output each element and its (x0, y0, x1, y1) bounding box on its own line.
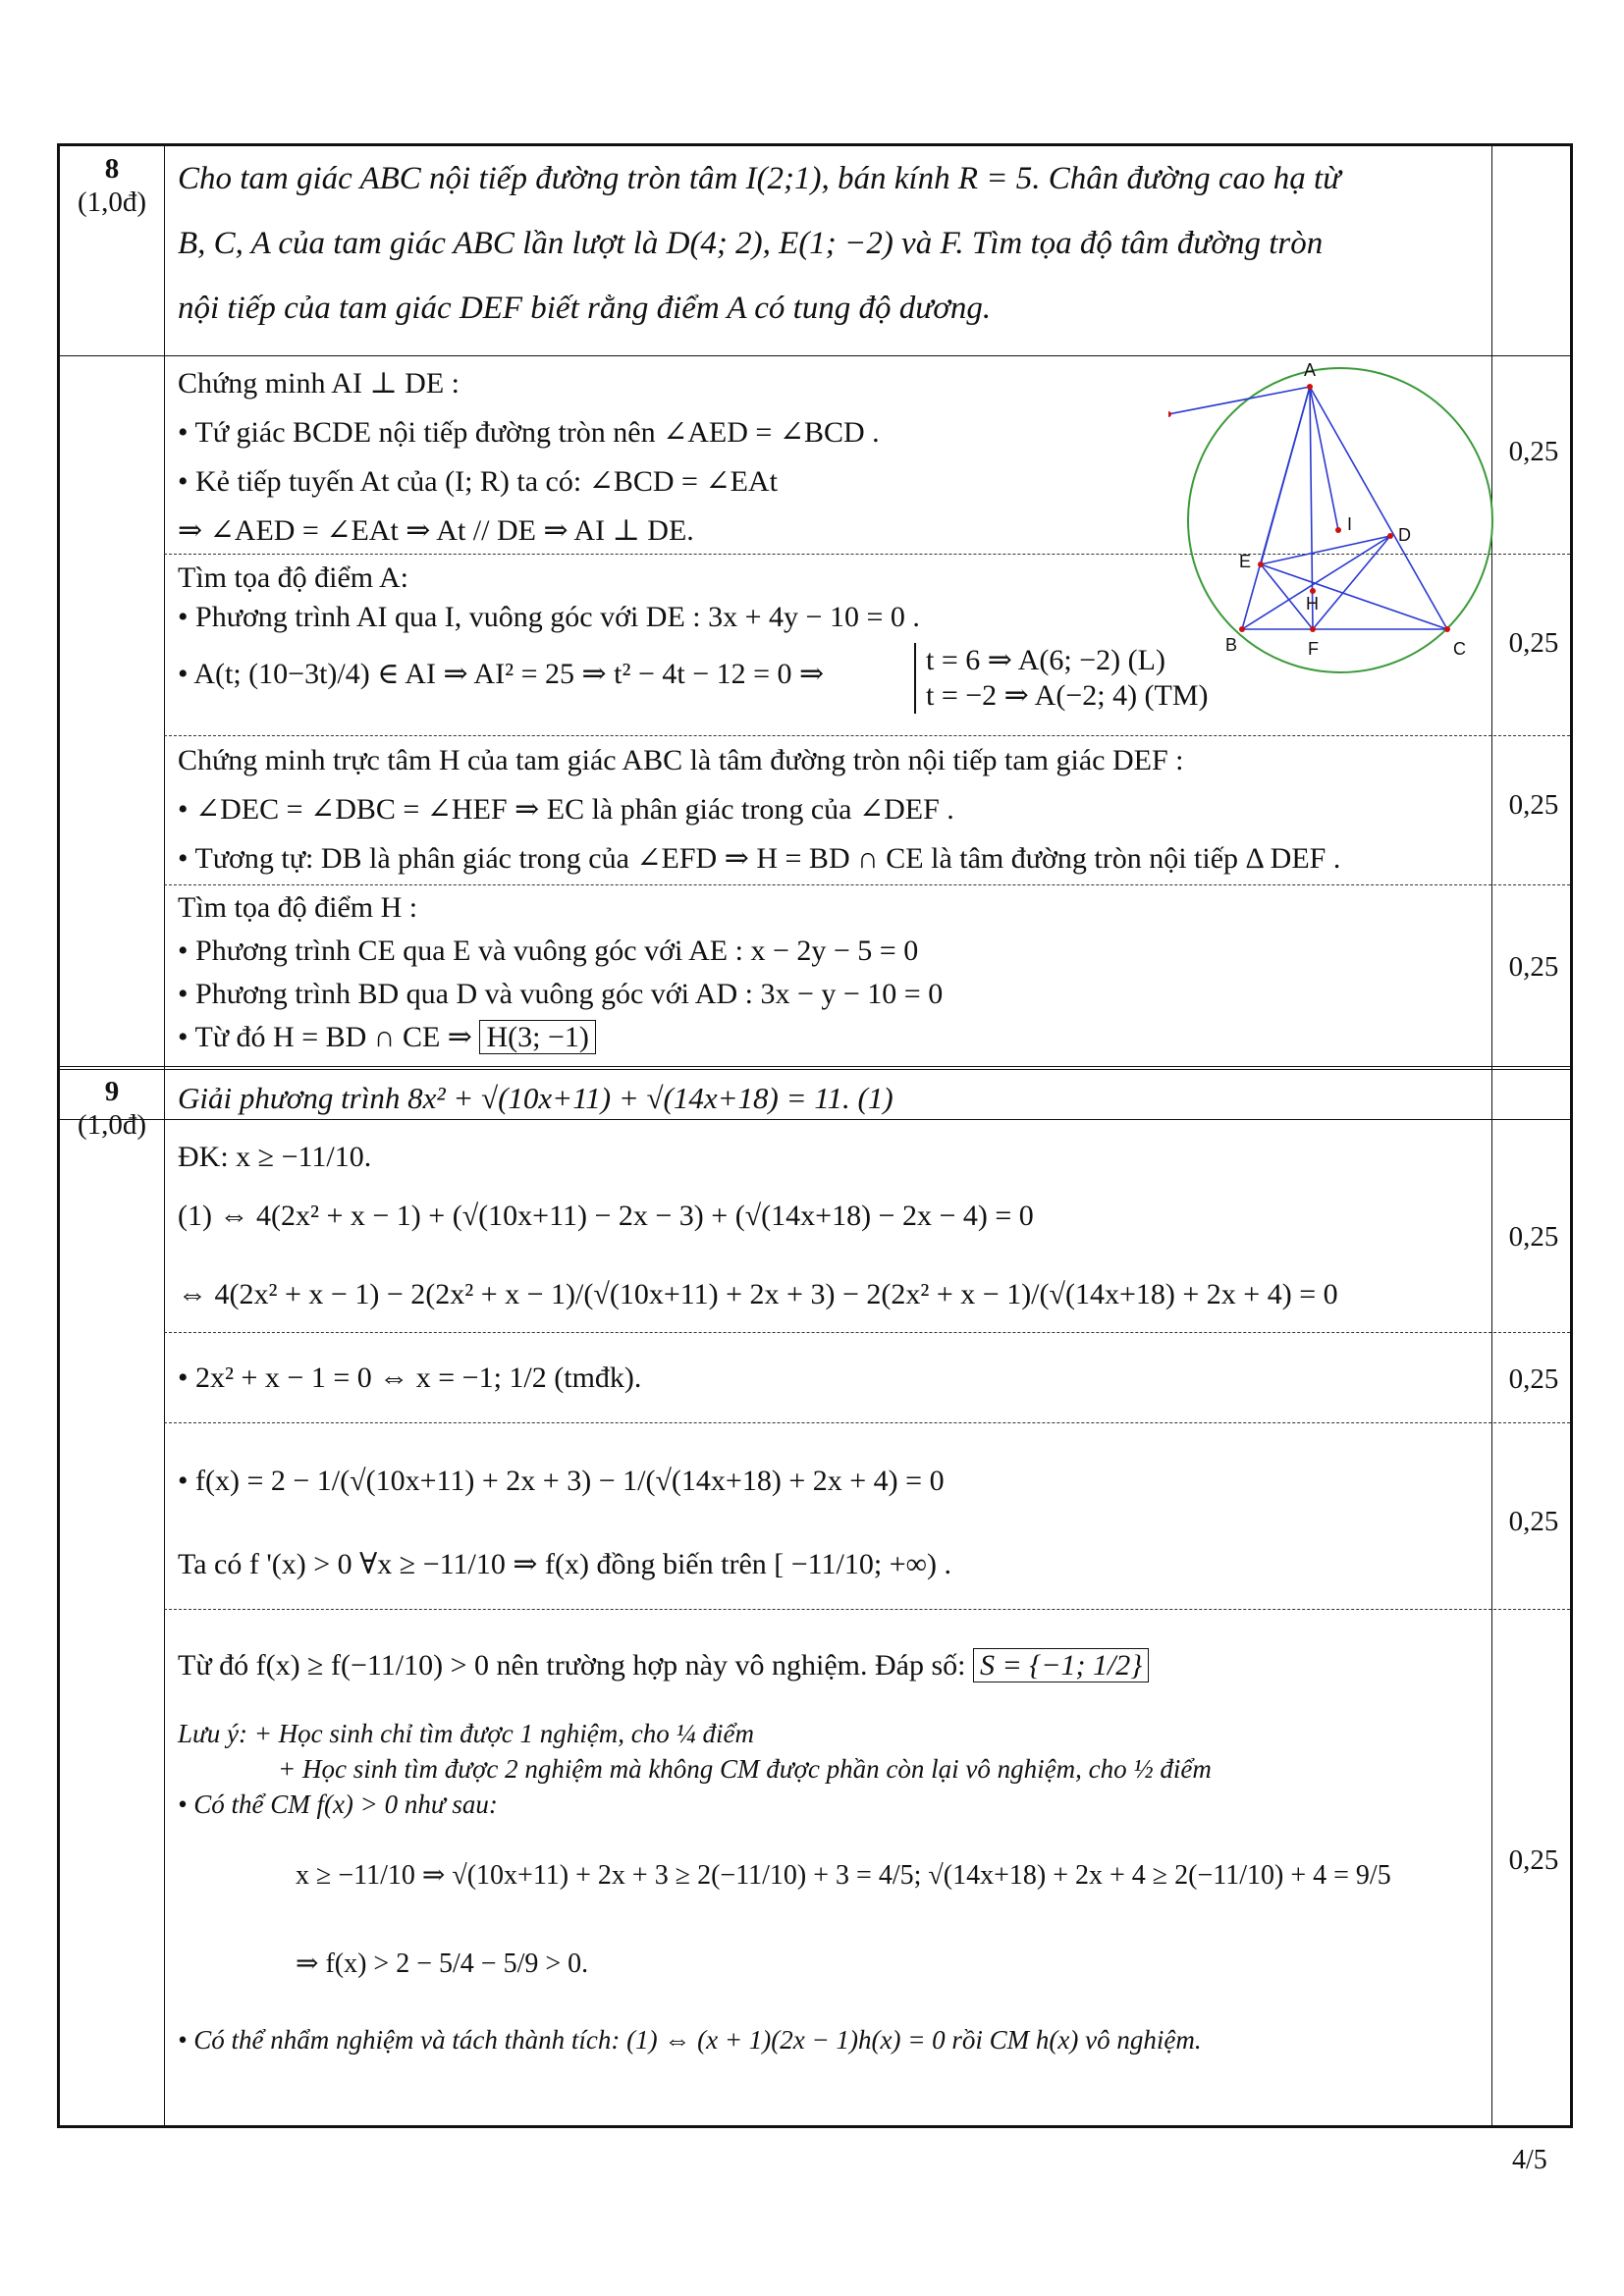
q9-case-1: • 2x² + x − 1 = 0 ⇔ x = −1; 1/2 (tmđk). (178, 1362, 642, 1394)
q9-condition: ĐK: x ≥ −11/10. (178, 1141, 372, 1173)
q8-step4-line: Tìm tọa độ điểm H : (178, 891, 418, 924)
q9-inequality: x ≥ −11/10 ⇒ √(10x+11) + 2x + 3 ≥ 2(−11/10) + 3 = 4/5; √(14x+18) + 2x + 4 ≥ 2(−11/10) + 4 = 9/5 (296, 1860, 1391, 1891)
dashed-divider (164, 884, 1570, 885)
question-9-label: 9 (1,0đ) (77, 1076, 147, 1141)
triangle-lines (1168, 387, 1447, 629)
score: 0,25 (1508, 789, 1559, 821)
q8-step2-line: • A(t; (10−3t)/4) ∈ AI ⇒ AI² = 25 ⇒ t² − 4t − 12 = 0 ⇒ (178, 658, 825, 690)
score: 0,25 (1508, 436, 1559, 467)
label-B: B (1225, 635, 1238, 655)
q9-note: • Có thể CM f(x) > 0 như sau: (178, 1789, 498, 1819)
row-divider (60, 355, 1570, 356)
q8-step1-line: • Tứ giác BCDE nội tiếp đường tròn nên ∠AED = ∠BCD . (178, 416, 880, 449)
triangle-circle-figure (1168, 358, 1502, 712)
score: 0,25 (1508, 1363, 1559, 1395)
q9-case-2: • f(x) = 2 − 1/(√(10x+11) + 2x + 3) − 1/(√(14x+18) + 2x + 4) = 0 (178, 1465, 945, 1497)
q8-answer-box: H(3; −1) (479, 1020, 595, 1054)
score: 0,25 (1508, 1221, 1559, 1253)
q8-solution-rejected: t = 6 ⇒ A(6; −2) (L) (926, 644, 1165, 676)
q9-note: + Học sinh tìm được 2 nghiệm mà không CM được phần còn lại vô nghiệm, cho ½ điểm (278, 1754, 1212, 1784)
label-A: A (1304, 360, 1317, 380)
label-C: C (1453, 639, 1466, 659)
question-divider (60, 1066, 1570, 1070)
score: 0,25 (1508, 627, 1559, 659)
question-8-label: 8 (1,0đ) (77, 153, 147, 218)
dashed-divider (164, 1332, 1570, 1333)
q9-note: Lưu ý: + Học sinh chỉ tìm được 1 nghiệm, cho ¼ điểm (178, 1719, 754, 1748)
score: 0,25 (1508, 1506, 1559, 1537)
q9-answer-box: S = {−1; 1/2} (973, 1648, 1149, 1682)
q8-problem-line: nội tiếp của tam giác DEF biết rằng điểm A có tung độ dương. (178, 291, 992, 326)
dashed-divider (164, 1422, 1570, 1423)
q9-conclusion: Từ đó f(x) ≥ f(−11/10) > 0 nên trường hợp này vô nghiệm. Đáp số: S = {−1; 1/2} (178, 1646, 1149, 1685)
q8-step1-line: • Kẻ tiếp tuyến At của (I; R) ta có: ∠BCD = ∠EAt (178, 465, 778, 498)
score: 0,25 (1508, 1844, 1559, 1876)
label-F: F (1308, 639, 1319, 659)
q8-step1-line: ⇒ ∠AED = ∠EAt ⇒ At // DE ⇒ AI ⊥ DE. (178, 514, 694, 547)
q8-step3-line: • ∠DEC = ∠DBC = ∠HEF ⇒ EC là phân giác trong của ∠DEF . (178, 793, 954, 826)
q8-problem-line: Cho tam giác ABC nội tiếp đường tròn tâm I(2;1), bán kính R = 5. Chân đường cao hạ từ (178, 161, 1341, 196)
row-divider (60, 1119, 1570, 1120)
q8-step2-line: • Phương trình AI qua I, vuông góc với DE : 3x + 4y − 10 = 0 . (178, 601, 920, 633)
label-E: E (1239, 552, 1252, 571)
q8-step1-line: Chứng minh AI ⊥ DE : (178, 367, 460, 400)
q8-solution-accepted: t = −2 ⇒ A(−2; 4) (TM) (926, 679, 1209, 712)
q8-problem-line: B, C, A của tam giác ABC lần lượt là D(4; 2), E(1; −2) và F. Tìm tọa độ tâm đường tròn (178, 226, 1324, 261)
column-divider (164, 146, 165, 2125)
q9-problem: Giải phương trình 8x² + √(10x+11) + √(14x+18) = 11. (1) (178, 1081, 893, 1115)
q9-inequality: ⇒ f(x) > 2 − 5/4 − 5/9 > 0. (296, 1949, 589, 1979)
q9-note: • Có thể nhẩm nghiệm và tách thành tích: (1) ⇔ (x + 1)(2x − 1)h(x) = 0 rồi CM h(x) vô nghiệm. (178, 2025, 1202, 2055)
score: 0,25 (1508, 951, 1559, 983)
q8-step4-line: • Phương trình BD qua D và vuông góc với AD : 3x − y − 10 = 0 (178, 978, 944, 1010)
q8-step3-line: Chứng minh trực tâm H của tam giác ABC là tâm đường tròn nội tiếp tam giác DEF : (178, 744, 1184, 776)
label-I: I (1347, 514, 1353, 534)
q8-step2-line: Tìm tọa độ điểm A: (178, 561, 408, 594)
dashed-divider (164, 1609, 1570, 1610)
q8-solutions-bracket (914, 643, 1209, 714)
q8-step4-line: • Phương trình CE qua E và vuông góc với AE : x − 2y − 5 = 0 (178, 934, 919, 967)
label-D: D (1398, 525, 1411, 545)
label-H: H (1306, 594, 1319, 614)
q8-step4-line: • Từ đó H = BD ∩ CE ⇒ H(3; −1) (178, 1018, 596, 1057)
q9-equation-2: ⇔ 4(2x² + x − 1) − 2(2x² + x − 1)/(√(10x+11) + 2x + 3) − 2(2x² + x − 1)/(√(14x+18) + 2x + 4) = 0 (178, 1278, 1338, 1310)
dashed-divider (164, 735, 1570, 736)
q8-step3-line: • Tương tự: DB là phân giác trong của ∠EFD ⇒ H = BD ∩ CE là tâm đường tròn nội tiếp Δ DEF . (178, 842, 1341, 875)
q9-monotonic: Ta có f '(x) > 0 ∀x ≥ −11/10 ⇒ f(x) đồng biến trên [ −11/10; +∞) . (178, 1548, 952, 1580)
page-number: 4/5 (1512, 2145, 1547, 2175)
q9-equation-1: (1) ⇔ 4(2x² + x − 1) + (√(10x+11) − 2x − 3) + (√(14x+18) − 2x − 4) = 0 (178, 1200, 1034, 1232)
